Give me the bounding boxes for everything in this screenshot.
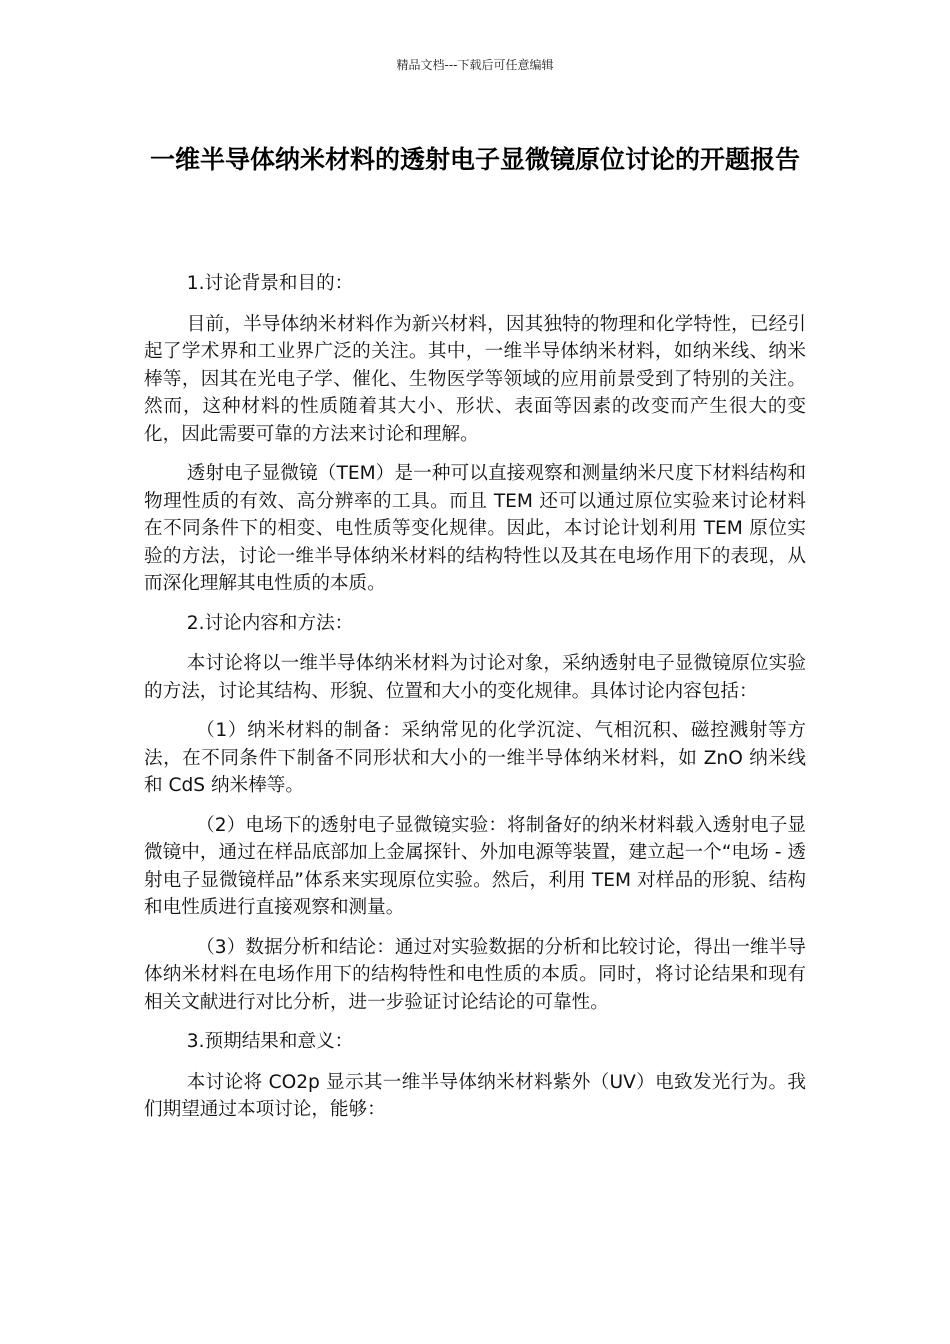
list-item-data-analysis: （3）数据分析和结论：通过对实验数据的分析和比较讨论，得出一维半导体纳米材料在电场作用下的结构特性和电性质的本质。同时，将讨论结果和现有相关文献进行对比分析，进一步验证讨论结论的可靠性。	[144, 936, 806, 1013]
list-item-tem-experiment: （2）电场下的透射电子显微镜实验：将制备好的纳米材料载入透射电子显微镜中，通过在样品底部加上金属探针、外加电源等装置，建立起一个“电场 - 透射电子显微镜样品”体系来实现原位实验。然后，利用 TEM 对样品的形貌、结构和电性质进行直接观察和测量。	[144, 814, 806, 918]
paragraph-background-2: 透射电子显微镜（TEM）是一种可以直接观察和测量纳米尺度下材料结构和物理性质的有效、高分辨率的工具。而且 TEM 还可以通过原位实验来讨论材料在不同条件下的相变、电性质等变化规律。因此，本讨论计划利用 TEM 原位实验的方法，讨论一维半导体纳米材料的结构特性以及其在电场作用下的表现，从而深化理解其电性质的本质。	[144, 463, 806, 594]
paragraph-content-intro: 本讨论将以一维半导体纳米材料为讨论对象，采纳透射电子显微镜原位实验的方法，讨论其结构、形貌、位置和大小的变化规律。具体讨论内容包括：	[144, 653, 806, 702]
section-heading-expected-results: 3.预期结果和意义：	[186, 1031, 354, 1052]
list-item-preparation: （1）纳米材料的制备：采纳常见的化学沉淀、气相沉积、磁控溅射等方法，在不同条件下制备不同形状和大小的一维半导体纳米材料，如 ZnO 纳米线和 CdS 纳米棒等。	[144, 720, 806, 796]
document-body	[144, 270, 806, 1136]
page-header: 精品文档---下载后可任意编辑	[396, 58, 554, 72]
paragraph-expected-results: 本讨论将 CO2p 显示其一维半导体纳米材料紫外（UV）电致发光行为。我们期望通过本项讨论，能够：	[144, 1071, 806, 1120]
document-title: 一维半导体纳米材料的透射电子显微镜原位讨论的开题报告	[149, 145, 800, 174]
paragraph-background-1: 目前，半导体纳米材料作为新兴材料，因其独特的物理和化学特性，已经引起了学术界和工业界广泛的关注。其中，一维半导体纳米材料，如纳米线、纳米棒等，因其在光电子学、催化、生物医学等领域的应用前景受到了特别的关注。然而，这种材料的性质随着其大小、形状、表面等因素的改变而产生很大的变化，因此需要可靠的方法来讨论和理解。	[144, 313, 806, 445]
section-heading-background: 1.讨论背景和目的：	[186, 273, 354, 294]
section-heading-content-methods: 2.讨论内容和方法：	[186, 612, 354, 634]
